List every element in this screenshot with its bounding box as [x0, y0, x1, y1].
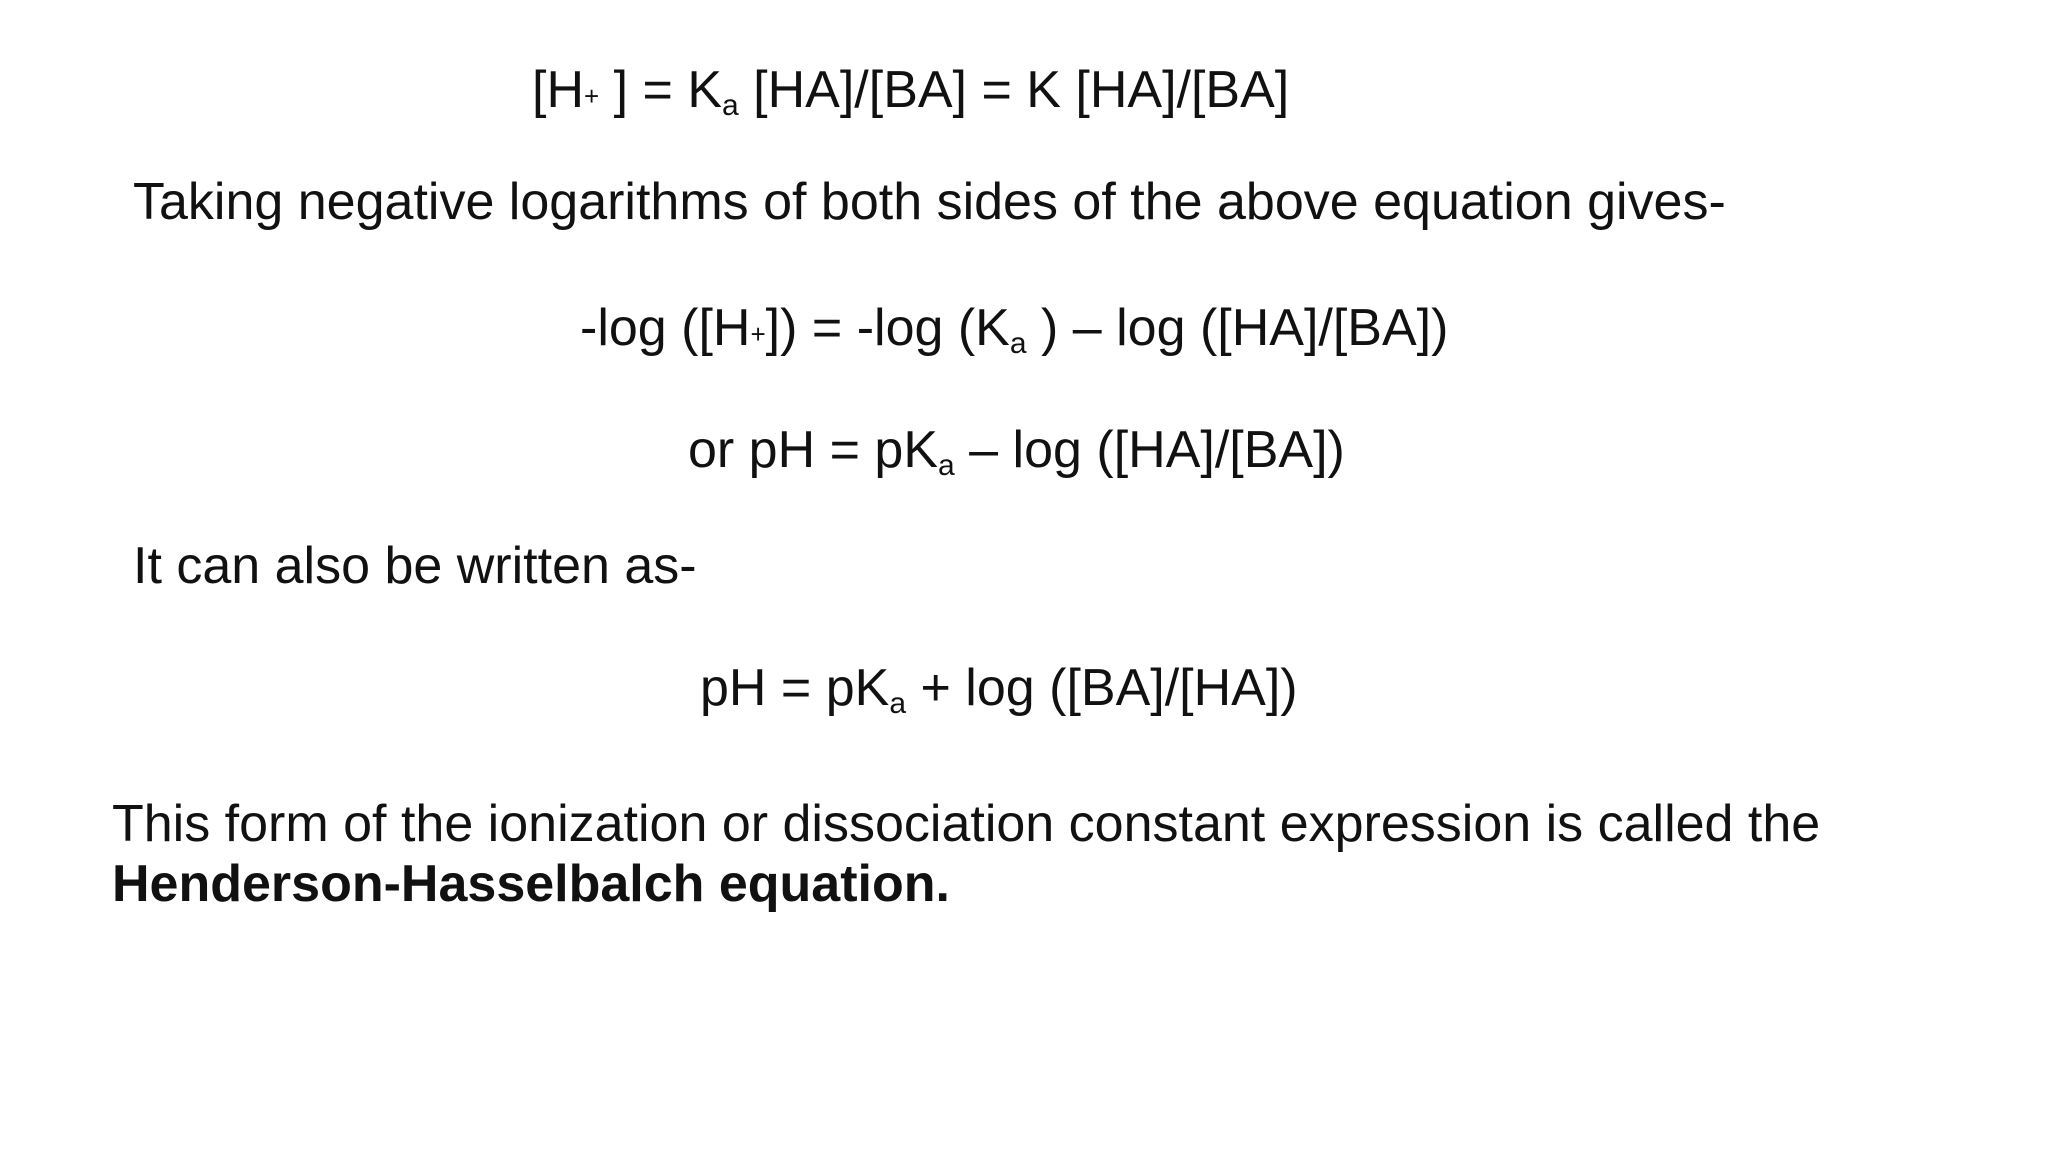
- eq1-a-subscript: a: [722, 89, 739, 122]
- conclusion-line-1: This form of the ionization or dissociation constant expression is called the: [112, 795, 1821, 853]
- eq2-part-b: ]) = -log (K: [765, 299, 1010, 357]
- eq4-part-c: + log ([BA]/[HA]): [906, 659, 1298, 717]
- eq3-part-a: or pH = pK: [688, 421, 939, 479]
- eq3-a-subscript: a: [938, 449, 955, 482]
- conclusion-henderson-hasselbalch: Henderson-Hasselbalch equation.: [112, 855, 950, 913]
- eq1-part-b: ] = K: [599, 61, 723, 119]
- eq3-part-c: – log ([HA]/[BA]): [954, 421, 1345, 479]
- equation-negative-log: [580, 298, 1448, 366]
- eq1-part-c: [HA]/[BA] = K [HA]/[BA]: [738, 61, 1290, 119]
- eq1-part-a: [H: [532, 61, 584, 119]
- eq2-plus-superscript: +: [750, 319, 766, 349]
- eq2-part-c: ) – log ([HA]/[BA]): [1026, 299, 1449, 357]
- eq2-part-a: -log ([H: [580, 299, 751, 357]
- text-also-written-as: It can also be written as-: [133, 537, 697, 595]
- equation-ph-plus-log: [700, 658, 1298, 726]
- eq1-plus-superscript: +: [584, 81, 600, 111]
- eq2-a-subscript: a: [1009, 327, 1027, 360]
- equation-h-ion-concentration: [532, 60, 1289, 128]
- eq4-a-subscript: a: [889, 687, 907, 720]
- eq4-part-a: pH = pK: [700, 659, 890, 717]
- equation-ph-minus-log: [688, 420, 1345, 488]
- text-taking-logarithms: Taking negative logarithms of both sides of the above equation gives-: [133, 173, 1726, 231]
